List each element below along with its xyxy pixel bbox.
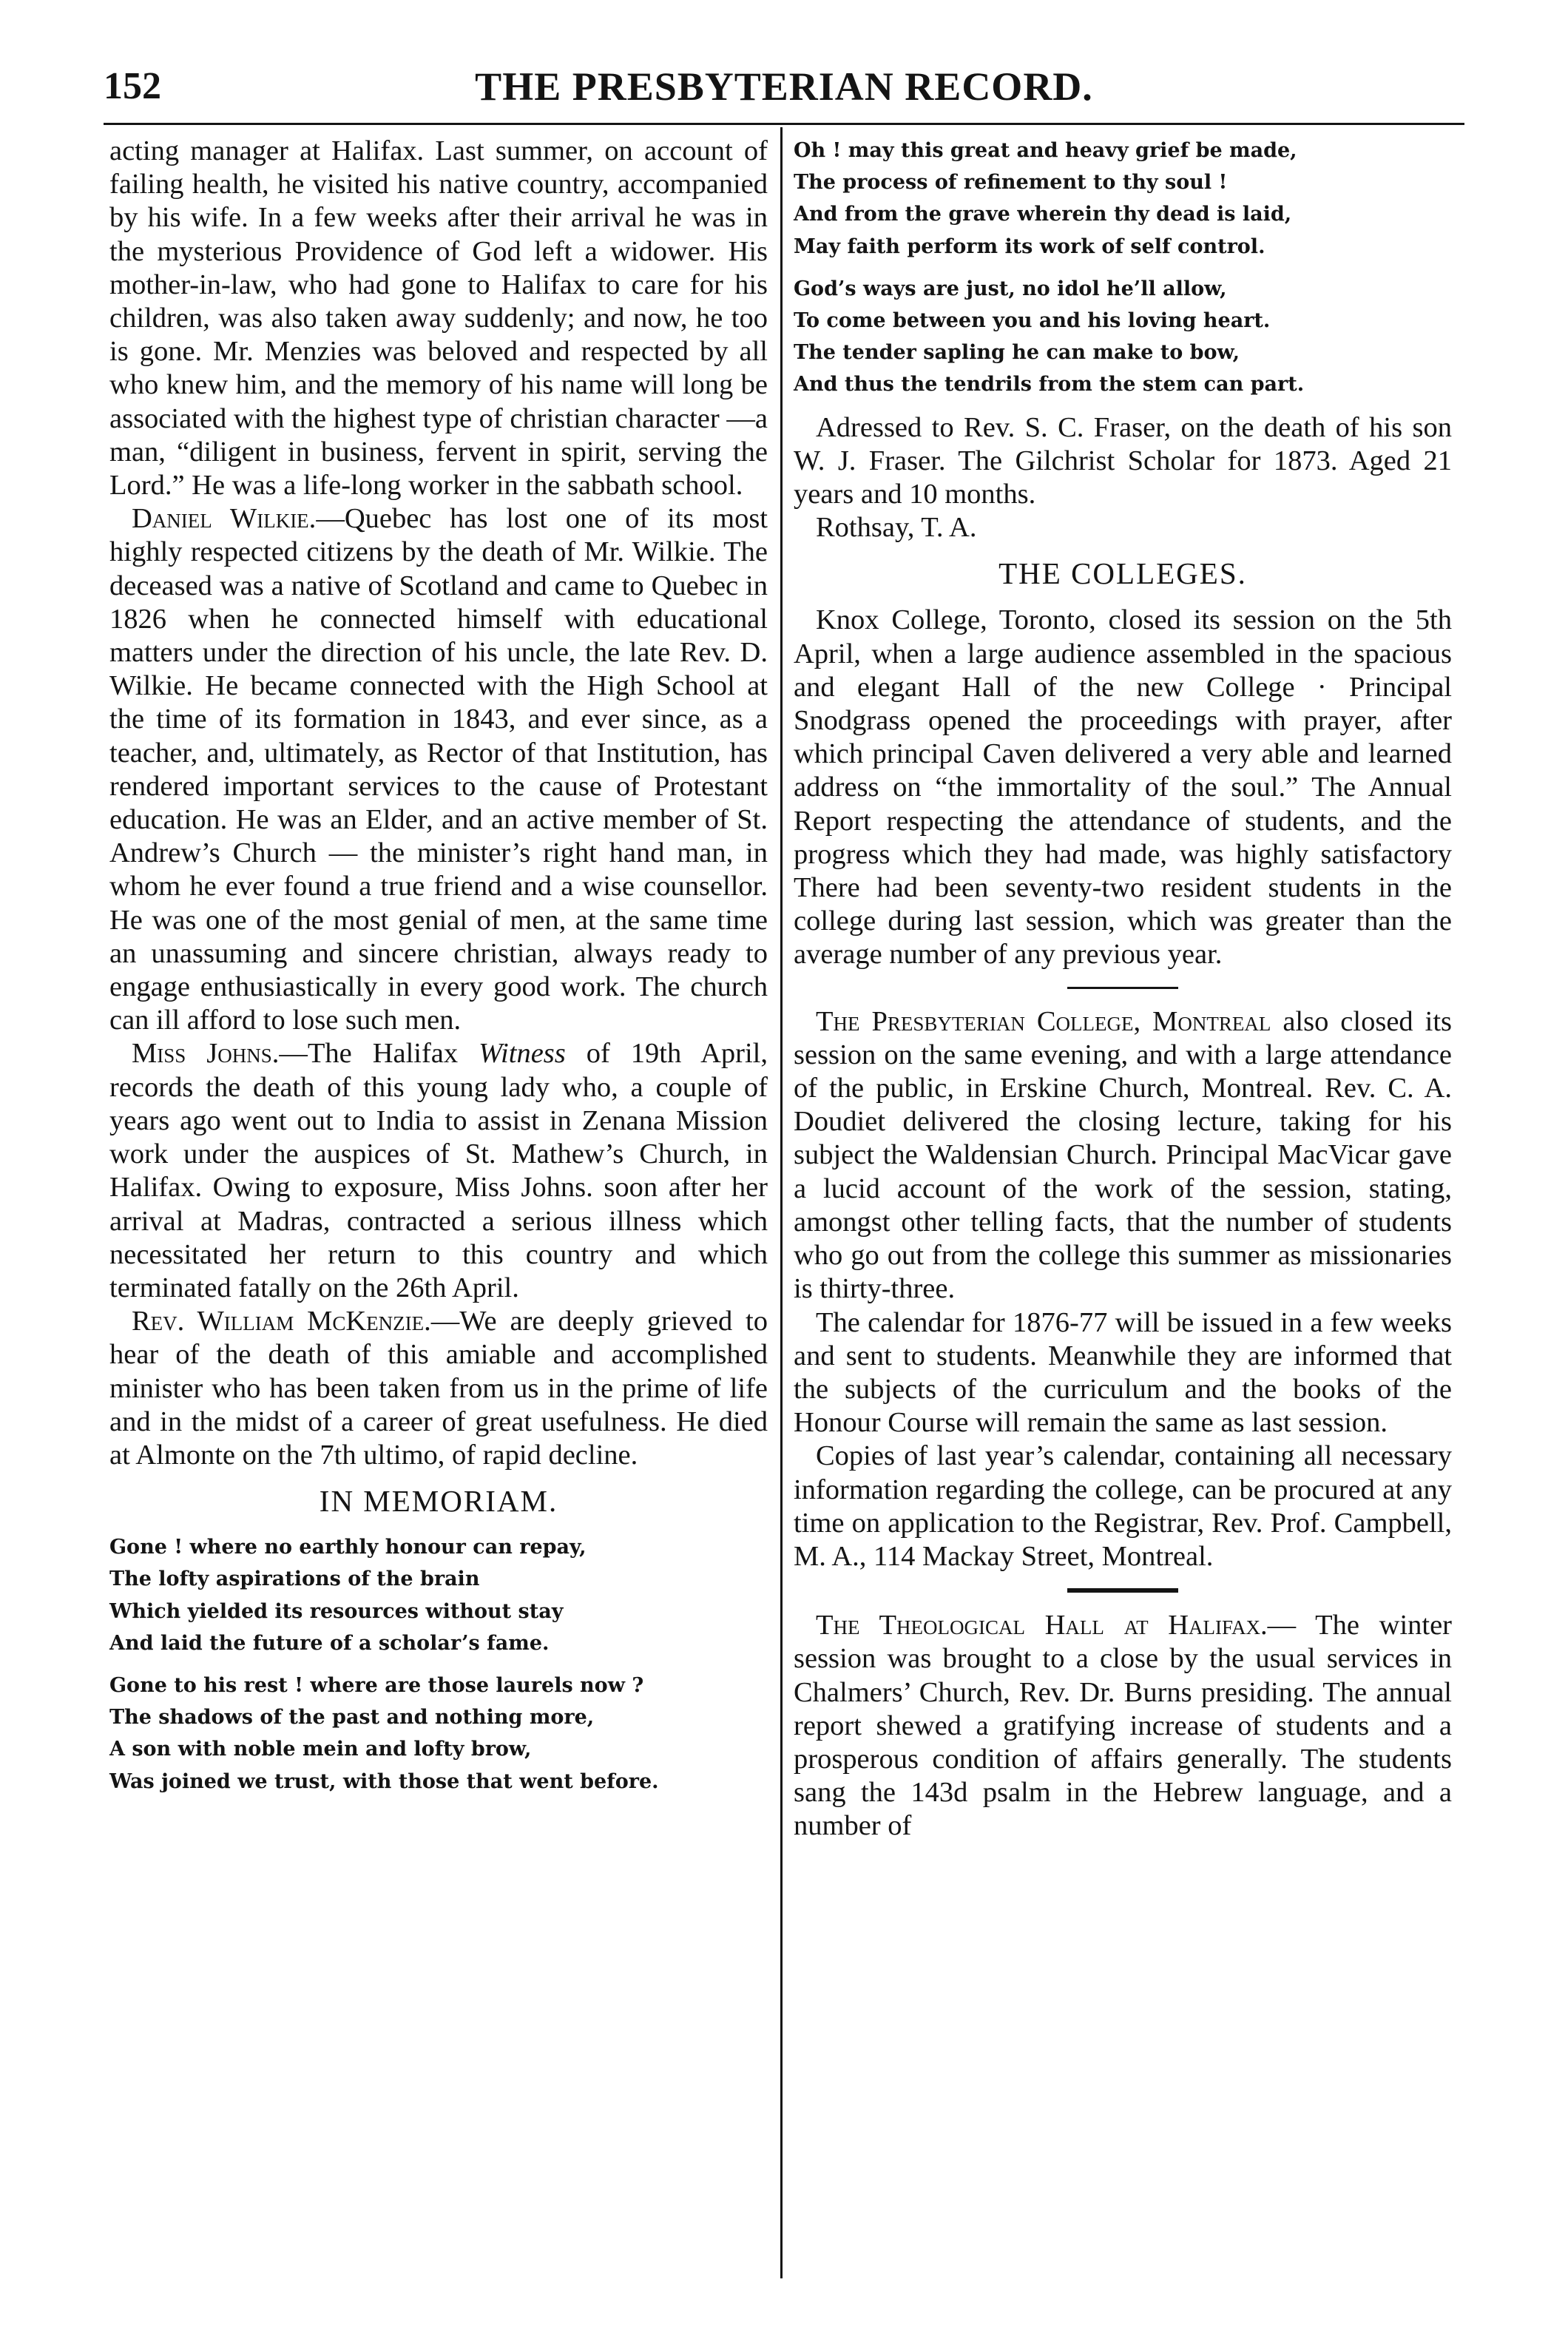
section-rule: [1067, 1588, 1178, 1593]
johns-obituary: [109, 1037, 768, 1305]
poem-line: And laid the future of a scholar’s fame.: [109, 1631, 550, 1655]
poem-line: Gone to his rest ! where are those laurels now ?: [109, 1673, 644, 1697]
poem-line: And from the grave wherein thy dead is laid,: [794, 203, 1292, 226]
poem-dedication: Adressed to Rev. S. C. Fraser, on the death of his son W. J. Fraser. The Gilchrist Scholar for 1873. Aged 21 years and 10 months.: [794, 411, 1452, 510]
johns-text-1: —The Halifax: [279, 1038, 479, 1070]
halifax-hall-text: — The winter session was brought to a close by the usual services in Chalmers’ Church, Rev. Dr. Burns presiding. The annual report shewed a gratifying increase of students and a prosperous condition of affairs generally. The students sang the 143d psalm in the Hebrew language, and a number of: [794, 1610, 1452, 1842]
poem-line: To come between you and his loving heart.: [794, 309, 1271, 333]
running-title: THE PRESBYTERIAN RECORD.: [475, 64, 1093, 109]
poem-line: The process of refinement to thy soul !: [794, 171, 1228, 195]
poem-stanza-3: [794, 135, 1452, 263]
poem-stanza-2: [109, 1670, 768, 1798]
section-rule: [1067, 987, 1178, 989]
poem-line: The tender sapling he can make to bow,: [794, 341, 1240, 365]
poem-line: God’s ways are just, no idol he’ll allow,: [794, 277, 1227, 300]
mckenzie-name: Rev. William McKenzie.: [132, 1306, 431, 1337]
wilkie-name: Daniel Wilkie.: [132, 503, 317, 535]
right-column: [794, 135, 1452, 1843]
poem-line: Gone ! where no earthly honour can repay,: [109, 1536, 587, 1559]
calendar-paragraph: The calendar for 1876-77 will be issued in a few weeks and sent to students. Meanwhile they are informed that the subjects of the curriculum and the books of the Honour Course will remain the same as last session.: [794, 1306, 1452, 1439]
menzies-obituary: acting manager at Halifax. Last summer, on account of failing health, he visited his native country, accompanied by his wife. In a few weeks after their arrival he was in the mysterious Providence of God left a widower. His mother-in-law, who had gone to Halifax to care for his children, was also taken away suddenly; and now, he too is gone. Mr. Menzies was beloved and respected by all who knew him, and the memory of his name will long be associated with the highest type of christian character —a man, “diligent in business, fervent in spirit, serving the Lord.” He was a life-long worker in the sabbath school.: [109, 135, 768, 502]
poem-stanza-1: [109, 1531, 768, 1659]
poem-line: The shadows of the past and nothing more,: [109, 1706, 595, 1729]
halifax-hall-name: The Theological Hall at Halifax.: [816, 1610, 1268, 1641]
johns-witness: Witness: [479, 1038, 566, 1070]
colleges-heading: THE COLLEGES.: [998, 556, 1247, 591]
johns-name: Miss Johns.: [132, 1038, 280, 1070]
poem-line: Which yielded its resources without stay: [109, 1599, 564, 1623]
memoriam-poem-left: [109, 1531, 768, 1798]
poem-line: Oh ! may this great and heavy grief be made,: [794, 139, 1297, 162]
poem-stanza-4: [794, 273, 1452, 401]
memoriam-poem-right: [794, 135, 1452, 401]
halifax-hall-paragraph: [794, 1609, 1452, 1843]
poem-line: Was joined we trust, with those that went before.: [109, 1769, 659, 1793]
poem-line: May faith perform its work of self control.: [794, 234, 1265, 258]
knox-college-paragraph: Knox College, Toronto, closed its session on the 5th April, when a large audience assembled in the spacious and elegant Hall of the new College · Principal Snodgrass opened the proceedings with prayer, after which principal Caven delivered a very able and learned address on “the immortality of the soul.” The Annual Report respecting the attendance of students, and the progress which they had made, was highly satisfactory There had been seventy-two resident students in the college during last session, which was greater than the average number of any previous year.: [794, 604, 1452, 971]
montreal-college-name: The Presbyterian College, Montreal: [816, 1005, 1271, 1037]
montreal-college-text: also closed its session on the same evening, and with a large attendance of the public, in Erskine Church, Montreal. Rev. C. A. Doudiet delivered the closing lecture, taking for his subject the Waldensian Church. Principal MacVicar gave a lucid account of the work of the session, stating, amongst other telling facts, that the number of students who go out from the college this summer as missionaries is thirty-three.: [794, 1005, 1453, 1305]
poem-line: The lofty aspirations of the brain: [109, 1567, 480, 1591]
poem-signature: Rothsay, T. A.: [816, 512, 977, 544]
left-column: [109, 135, 768, 1808]
mckenzie-text: —We are deeply grieved to hear of the death of this amiable and accomplished minister who has been taken from us in the prime of life and in the midst of a career of great usefulness. He died at Almonte on the 7th ultimo, of rapid decline.: [109, 1306, 768, 1471]
montreal-college-paragraph: [794, 1005, 1452, 1306]
header-rule: [104, 123, 1464, 125]
page-number: 152: [104, 65, 161, 107]
wilkie-obituary: [109, 502, 768, 1037]
page-header: [104, 61, 1464, 120]
column-divider: [780, 127, 783, 2278]
mckenzie-obituary: [109, 1305, 768, 1472]
johns-text-2: of 19th April, records the death of this young lady who, a couple of years ago went out to India to assist in Zenana Mission work under the auspices of St. Mathew’s Church, in Halifax. Owing to exposure, Miss Johns. soon after her arrival at Madras, contracted a serious illness which necessitated her return to this country and which terminated fatally on the 26th April.: [109, 1038, 768, 1303]
memoriam-heading: IN MEMORIAM.: [319, 1484, 558, 1519]
wilkie-text: —Quebec has lost one of its most highly respected citizens by the death of Mr. Wilkie. The deceased was a native of Scotland and came to Quebec in 1826 when he connected himself with educational matters under the direction of his uncle, the late Rev. D. Wilkie. He became connected with the High School at the time of its formation in 1843, and ever since, as a teacher, and, ultimately, as Rector of that Institution, has rendered important services to the cause of Protestant education. He was an Elder, and an active member of St. Andrew’s Church — the minister’s right hand man, in whom he ever found a true friend and a wise counsellor. He was one of the most genial of men, at the same time an unassuming and sincere christian, always ready to engage enthusiastically in every good work. The church can ill afford to lose such men.: [109, 503, 768, 1036]
copies-paragraph: Copies of last year’s calendar, containing all necessary information regarding the college, can be procured at any time on application to the Registrar, Rev. Prof. Campbell, M. A., 114 Mackay Street, Montreal.: [794, 1440, 1452, 1572]
poem-line: A son with noble mein and lofty brow,: [109, 1738, 532, 1761]
poem-line: And thus the tendrils from the stem can part.: [794, 373, 1305, 396]
